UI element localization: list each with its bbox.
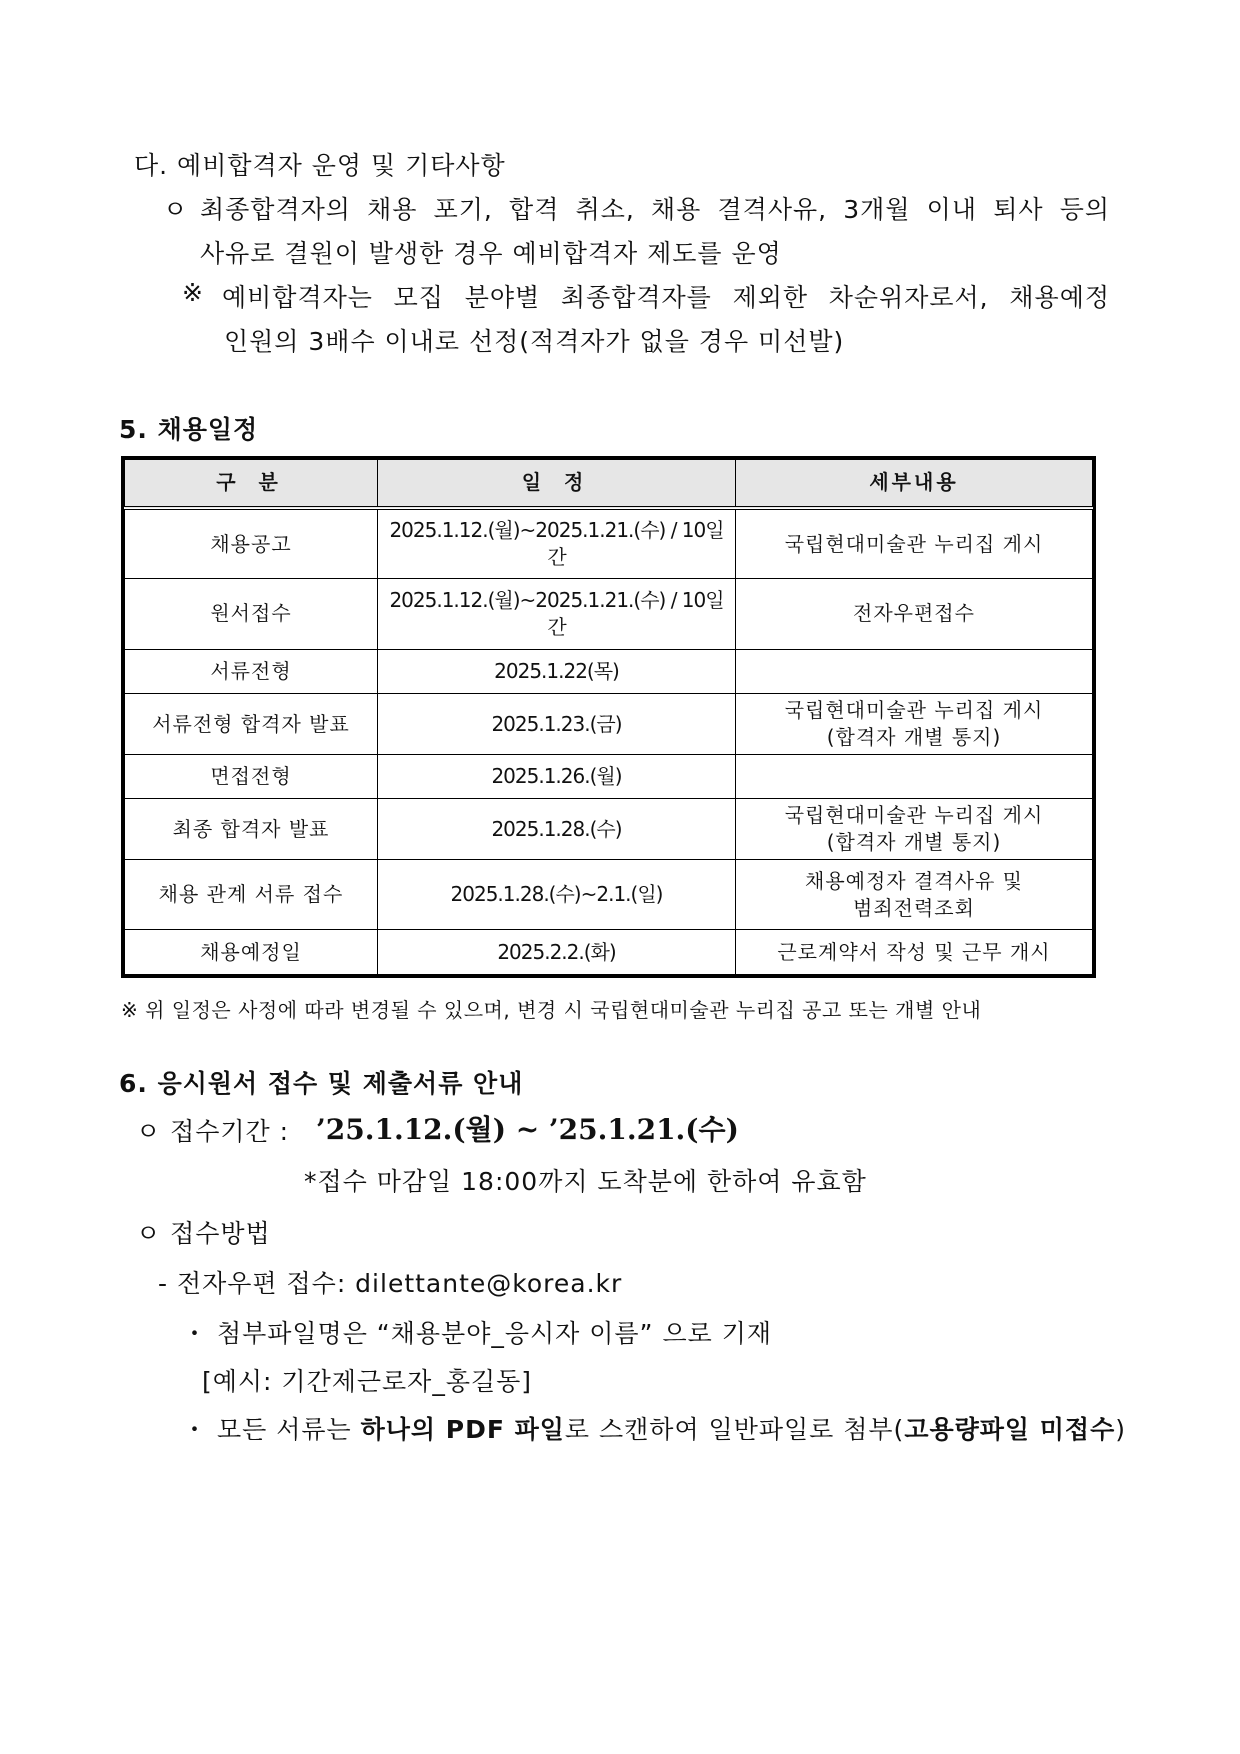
table-row [125,799,1093,860]
cell-detail: 국립현대미술관 누리집 게시 (합격자 개별 통지) [736,799,1093,860]
bullet-mark: ㅇ [163,195,189,224]
cell-category: 서류전형 [125,649,378,693]
cell-category: 면접전형 [125,754,378,798]
cell-date: 2025.1.12.(월)~2025.1.21.(수) / 10일간 [378,579,736,650]
section-5-title: 5. 채용일정 [119,415,259,444]
cell-date: 2025.2.2.(화) [378,930,736,975]
period-value: ’25.1.12.(월) ~ ’25.1.21.(수) [316,1113,739,1146]
cell-detail: 국립현대미술관 누리집 게시 [736,508,1093,579]
period-label: ㅇ 접수기간 : [136,1117,290,1146]
schedule-footnote: ※ 위 일정은 사정에 따라 변경될 수 있으며, 변경 시 국립현대미술관 누리집 공고 또는 개별 안내 [121,998,982,1022]
cell-detail: 채용예정자 결격사유 및 범죄전력조회 [736,859,1093,930]
cell-category: 채용 관계 서류 접수 [125,859,378,930]
cell-date: 2025.1.28.(수)~2.1.(일) [378,859,736,930]
note-line-1: 예비합격자는 모집 분야별 최종합격자를 제외한 차순위자로서, 채용예정 [222,283,1110,312]
cell-category: 원서접수 [125,579,378,650]
example-line: [예시: 기간제근로자_홍길동] [202,1367,533,1396]
table-row [125,859,1093,930]
cell-detail: 근로계약서 작성 및 근무 개시 [736,930,1093,975]
table-row [125,649,1093,693]
section-c-title: 다. 예비합격자 운영 및 기타사항 [134,151,506,180]
bullet-line-2: 사유로 결원이 발생한 경우 예비합격자 제도를 운영 [200,239,782,268]
table-row [125,579,1093,650]
note-line-2: 인원의 3배수 이내로 선정(적격자가 없을 경우 미선발) [224,327,845,356]
cell-category: 채용공고 [125,508,378,579]
deadline-note: *접수 마감일 18:00까지 도착분에 한하여 유효함 [304,1167,867,1196]
section-6-title: 6. 응시원서 접수 및 제출서류 안내 [119,1069,524,1098]
note-mark: ※ [182,278,204,307]
cell-date: 2025.1.12.(월)~2025.1.21.(수) / 10일간 [378,508,736,579]
cell-detail [736,649,1093,693]
table-row [125,508,1093,579]
cell-date: 2025.1.22(목) [378,649,736,693]
header-date: 일 정 [378,460,736,508]
pdf-suffix: ) [1115,1415,1126,1444]
pdf-prefix: ・ 모든 서류는 [182,1415,361,1444]
cell-category: 서류전형 합격자 발표 [125,694,378,755]
pdf-middle: 로 스캔하여 일반파일로 첨부( [564,1415,905,1444]
pdf-bold: 하나의 PDF 파일 [360,1415,565,1444]
pdf-line [182,1410,1126,1446]
email-line: - 전자우편 접수: dilettante@korea.kr [158,1269,623,1298]
pdf-bold-2: 고용량파일 미접수 [904,1415,1116,1444]
attach-line: ・ 첨부파일명은 “채용분야_응시자 이름” 으로 기재 [182,1319,772,1348]
method-label: ㅇ 접수방법 [136,1219,271,1248]
table-row [125,694,1093,755]
cell-date: 2025.1.23.(금) [378,694,736,755]
cell-category: 최종 합격자 발표 [125,799,378,860]
schedule-table [121,456,1096,978]
table-header-row [125,460,1093,508]
table-row [125,754,1093,798]
header-category: 구 분 [125,460,378,508]
header-detail: 세부내용 [736,460,1093,508]
cell-detail: 전자우편접수 [736,579,1093,650]
cell-date: 2025.1.28.(수) [378,799,736,860]
cell-detail: 국립현대미술관 누리집 게시 (합격자 개별 통지) [736,694,1093,755]
bullet-line-1: 최종합격자의 채용 포기, 합격 취소, 채용 결격사유, 3개월 이내 퇴사 등의 [200,195,1110,224]
cell-detail [736,754,1093,798]
cell-category: 채용예정일 [125,930,378,975]
table-row [125,930,1093,975]
cell-date: 2025.1.26.(월) [378,754,736,798]
